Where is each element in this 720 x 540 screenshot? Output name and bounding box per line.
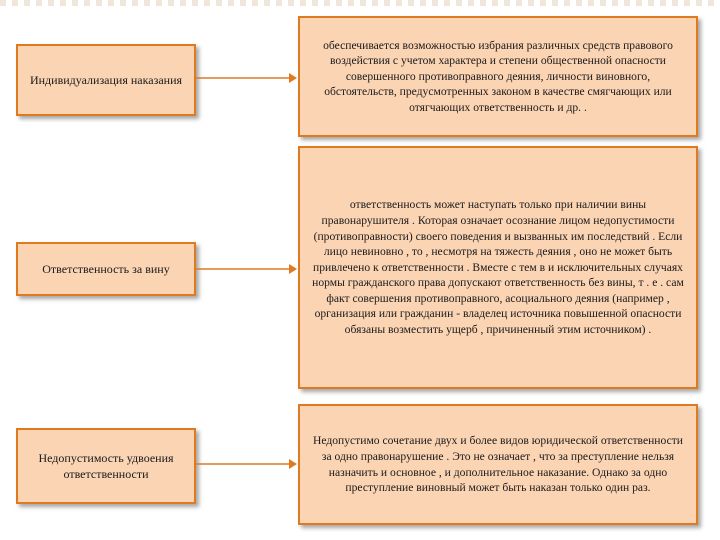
concept-box-fault-liability <box>16 242 196 296</box>
concept-box-individualization <box>16 44 196 116</box>
arrow-right-icon <box>196 72 298 84</box>
description-box-double-liability <box>298 404 698 525</box>
description-box-fault-liability <box>298 146 698 389</box>
arrow-right-icon <box>196 458 298 470</box>
concept-label: Индивидуализация наказания <box>29 73 183 87</box>
description-text: обеспечивается возможностью избрания различных средств правового воздействия с учетом характера и степени общественной опасности совершенного противоправного деяния, личности виновного, обстоятельств, предусмотренных законом в качестве смягчающих или отягчающих ответственность и др. . <box>323 38 673 114</box>
concept-box-double-liability <box>16 428 196 504</box>
concept-label: Недопустимость удвоения ответственности <box>38 451 174 481</box>
description-text: ответственность может наступать только при наличии вины правонарушителя . Которая означает осознание лицом недопустимости (противоправности) своего поведения и вызванных им последствий . Если лицо невиновно , то , несмотря на тяжесть деяния , оно не может быть привлечено к ответственности . Вместе с тем в и исключительных случаях нормы гражданского права допускают ответственность без вины, т . е . сам факт совершения противоправного, асоциального деяния (например , организация или гражданин - владелец источника повышенной опасности обязаны возместить ущерб , причиненный этим источником) . <box>312 198 684 337</box>
description-text: Недопустимо сочетание двух и более видов юридической ответственности за одно правонарушение . Это не означает , что за преступление нельзя назначить и основное , и дополнительное наказание. Однако за одно преступление виновный может быть наказан только один раз. <box>312 434 684 495</box>
concept-label: Ответственность за вину <box>42 262 170 276</box>
decorative-top-strip <box>0 0 720 6</box>
arrow-right-icon <box>196 263 298 275</box>
description-box-individualization <box>298 16 698 137</box>
